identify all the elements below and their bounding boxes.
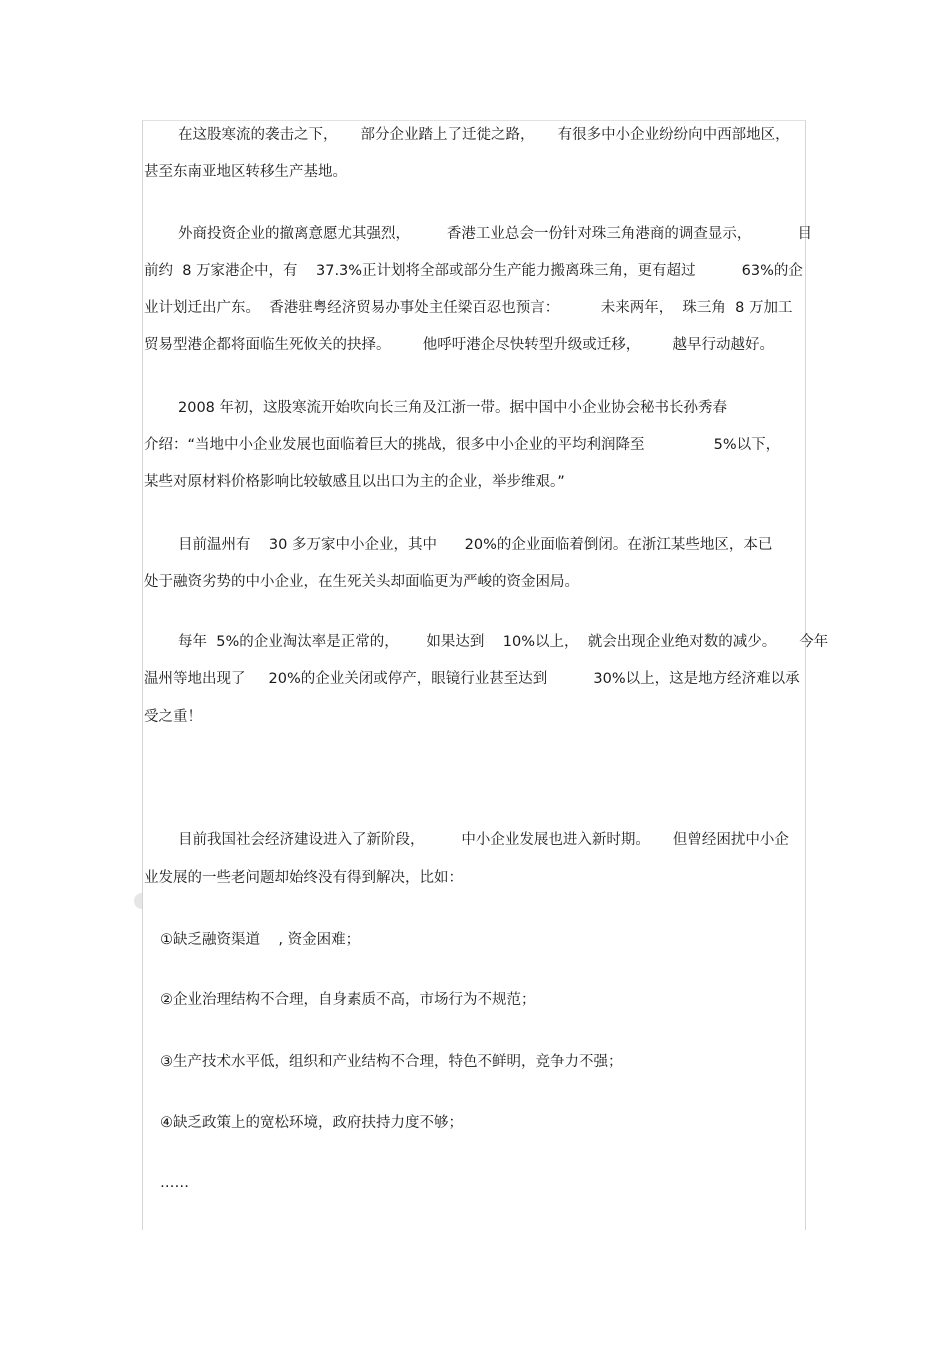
list-item: ②企业治理结构不合理，自身素质不高，市场行为不规范； — [160, 992, 536, 1008]
list-item: ④缺乏政策上的宽松环境，政府扶持力度不够； — [160, 1115, 463, 1131]
list-item: ①缺乏融资渠道 , 资金困难； — [160, 932, 361, 948]
paragraph-line: 在这股寒流的袭击之下， 部分企业踏上了迁徙之路， 有很多中小企业纷纷向中西部地区， — [178, 127, 790, 143]
paragraph-line: 温州等地出现了 20%的企业关闭或停产，眼镜行业甚至达到 30%以上，这是地方经济难以承 — [144, 671, 800, 687]
paragraph-line: 贸易型港企都将面临生死攸关的抉择。 他呼吁港企尽快转型升级或迁移， 越早行动越好。 — [144, 337, 775, 353]
paragraph-line: 2008 年初，这股寒流开始吹向长三角及江浙一带。据中国中小企业协会秘书长孙秀春 — [178, 400, 728, 416]
paragraph-line: 外商投资企业的撤离意愿尤其强烈， 香港工业总会一份针对珠三角港商的调查显示， 目 — [178, 226, 812, 242]
list-item: ③生产技术水平低，组织和产业结构不合理，特色不鲜明，竞争力不强； — [160, 1054, 623, 1070]
paragraph-line: 甚至东南亚地区转移生产基地。 — [144, 164, 347, 180]
paragraph-line: 目前我国社会经济建设进入了新阶段， 中小企业发展也进入新时期。 但曾经困扰中小企 — [178, 832, 789, 848]
list-item: …… — [160, 1175, 189, 1191]
paragraph-line: 前约 8 万家港企中，有 37.3%正计划将全部或部分生产能力搬离珠三角，更有超过 63%的企 — [144, 263, 803, 279]
paragraph-line: 业计划迁出广东。 香港驻粤经济贸易办事处主任梁百忍也预言： 未来两年， 珠三角 8 万加工 — [144, 300, 793, 316]
paragraph-line: 某些对原材料价格影响比较敏感且以出口为主的企业，举步维艰。” — [144, 474, 565, 490]
paragraph-line: 处于融资劣势的中小企业，在生死关头却面临更为严峻的资金困局。 — [144, 574, 579, 590]
paragraph-line: 受之重！ — [144, 709, 202, 725]
paragraph-line: 每年 5%的企业淘汰率是正常的， 如果达到 10%以上， 就会出现企业绝对数的减少。 今年 — [178, 634, 829, 650]
page-edge-marker — [134, 893, 142, 909]
paragraph-line: 介绍：“当地中小企业发展也面临着巨大的挑战，很多中小企业的平均利润降至 5%以下， — [144, 437, 781, 453]
paragraph-line: 目前温州有 30 多万家中小企业，其中 20%的企业面临着倒闭。在浙江某些地区，本已 — [178, 537, 773, 553]
paragraph-line: 业发展的一些老问题却始终没有得到解决，比如： — [144, 870, 463, 886]
